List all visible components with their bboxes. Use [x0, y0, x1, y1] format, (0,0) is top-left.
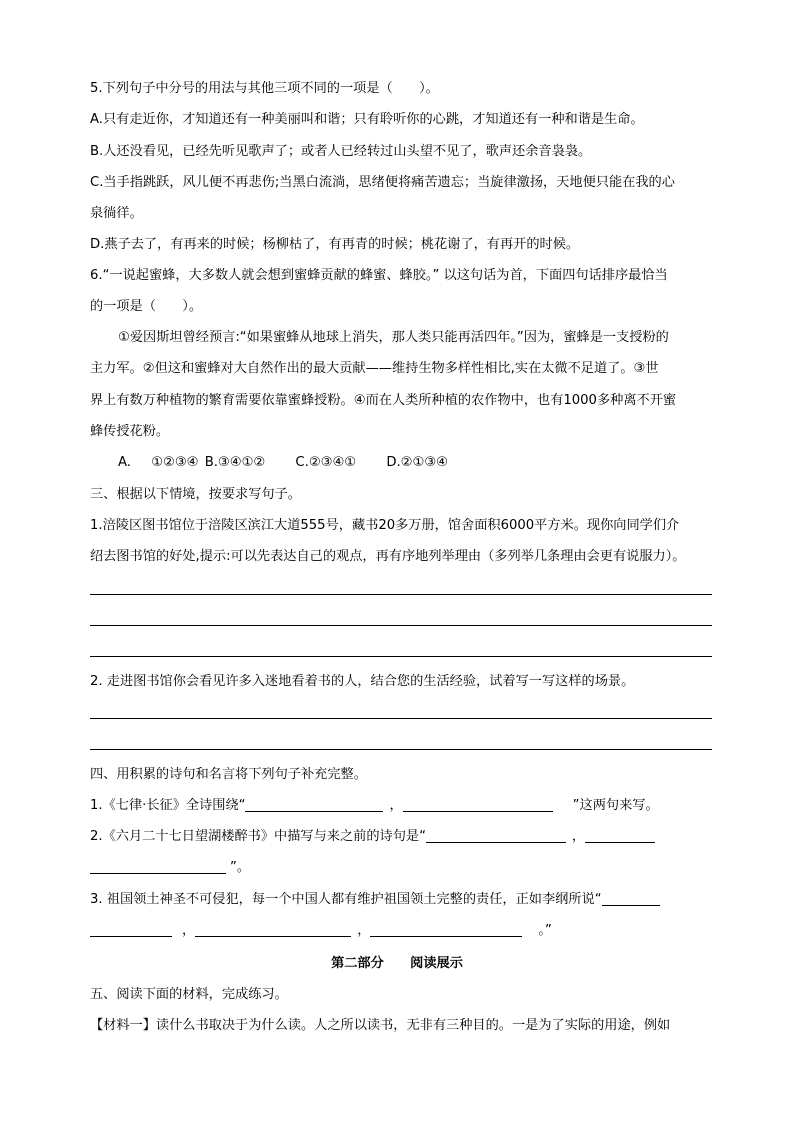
q6-option-d: D.②①③④: [386, 455, 448, 470]
answer-line[interactable]: [90, 594, 712, 595]
q6-option-c: C.②③④①: [295, 455, 357, 470]
sec3-q2: 2. 走进图书馆你会看见许多入迷地看着书的人，结合您的生活经验，试着写一写这样的场景。: [90, 674, 635, 689]
part-2-heading: 第二部分 阅读展示: [331, 956, 463, 971]
answer-line[interactable]: [90, 749, 712, 750]
q5-option-d: D.燕子去了，有再来的时候；杨柳枯了，有再青的时候；桃花谢了，有再开的时候。: [90, 237, 580, 252]
comma: ，: [357, 923, 371, 938]
q6-passage-line1: ①爱因斯坦曾经预言:“如果蜜蜂从地球上消失，那人类只能再活四年。”因为，蜜蜂是一支授粉的: [118, 330, 669, 345]
answer-line[interactable]: [90, 656, 712, 657]
material-1-line1: 【材料一】读什么书取决于为什么读。人之所以读书，无非有三种目的。一是为了实际的用途，例如: [90, 1018, 671, 1033]
fill-blank[interactable]: [245, 797, 383, 812]
q5-option-c-line1: C.当手指跳跃，风儿便不再悲伤;当黑白流淌，思绪便将痛苦遗忘；当旋律激扬，天地便只能在我的心: [90, 175, 675, 190]
fill-blank[interactable]: [370, 922, 522, 937]
sec4-q3-end: 。”: [538, 923, 552, 938]
q6-stem-line1: 6.“一说起蜜蜂，大多数人就会想到蜜蜂贡献的蜂蜜、蜂胶。” 以这句话为首，下面四句话排序最恰当: [90, 268, 668, 283]
sec4-q2-cont: [90, 859, 250, 877]
q6-option-a-label: A.: [118, 455, 131, 470]
q5-option-a: A.只有走近你，才知道还有一种美丽叫和谐；只有聆听你的心跳，才知道还有一种和谐是生命。: [90, 112, 644, 127]
q6-options: [118, 454, 448, 472]
q6-option-b: B.③④①②: [204, 455, 266, 470]
sec4-q3-cont: [90, 922, 552, 940]
q6-passage-line4: 蜂传授花粉。: [90, 424, 170, 439]
section-3-title: 三、根据以下情境，按要求写句子。: [90, 487, 301, 502]
sec3-q1-line1: 1.涪陵区图书馆位于涪陵区滨江大道555号，藏书20多万册，馆舍面积6000平方米。现你向同学们介: [90, 518, 680, 533]
comma: ，: [182, 923, 196, 938]
sec4-q1: [90, 797, 659, 815]
sec4-q3: [90, 891, 660, 909]
sec4-q1-suffix: ”这两句来写。: [572, 798, 659, 813]
comma: ，: [389, 798, 403, 813]
comma: ，: [571, 829, 586, 844]
q6-passage-line2: 主力军。②但这和蜜蜂对大自然作出的最大贡献——维持生物多样性相比,实在太微不足道了。③世: [90, 361, 659, 376]
sec4-q2: [90, 828, 655, 846]
q6-passage-line3: 界上有数万种植物的繁育需要依靠蜜蜂授粉。④而在人类所种植的农作物中，也有1000多种离不开蜜: [90, 393, 677, 408]
sec4-q2-end: ”。: [230, 860, 251, 875]
fill-blank[interactable]: [195, 922, 351, 937]
sec4-q1-prefix: 1.《七律·长征》全诗围绕“: [90, 798, 246, 813]
q6-stem-line2: 的一项是（ ）。: [90, 299, 203, 314]
fill-blank[interactable]: [602, 891, 660, 906]
fill-blank[interactable]: [403, 797, 553, 812]
fill-blank[interactable]: [90, 922, 172, 937]
answer-line[interactable]: [90, 625, 712, 626]
fill-blank[interactable]: [426, 828, 566, 843]
q5-stem: 5.下列句子中分号的用法与其他三项不同的一项是（ ）。: [90, 81, 439, 96]
q6-option-a: ①②③④: [151, 455, 199, 470]
sec4-q2-prefix: 2.《六月二十七日望湖楼醉书》中描写与来之前的诗句是“: [90, 829, 426, 844]
sec3-q1-line2: 绍去图书馆的好处,提示:可以先表达自己的观点，再有序地列举理由（多列举几条理由会更有说服力）。: [90, 549, 686, 564]
answer-line[interactable]: [90, 718, 712, 719]
sec4-q3-prefix: 3. 祖国领土神圣不可侵犯，每一个中国人都有维护祖国领土完整的责任，正如李纲所说“: [90, 892, 602, 907]
q5-option-b: B.人还没看见，已经先听见歌声了；或者人已经转过山头望不见了，歌声还余音袅袅。: [90, 144, 592, 159]
q5-option-c-line2: 泉徜徉。: [90, 206, 143, 221]
fill-blank[interactable]: [585, 828, 655, 843]
fill-blank[interactable]: [90, 859, 226, 874]
section-4-title: 四、用积累的诗句和名言将下列句子补充完整。: [90, 767, 367, 782]
section-5-title: 五、阅读下面的材料，完成练习。: [90, 987, 288, 1002]
